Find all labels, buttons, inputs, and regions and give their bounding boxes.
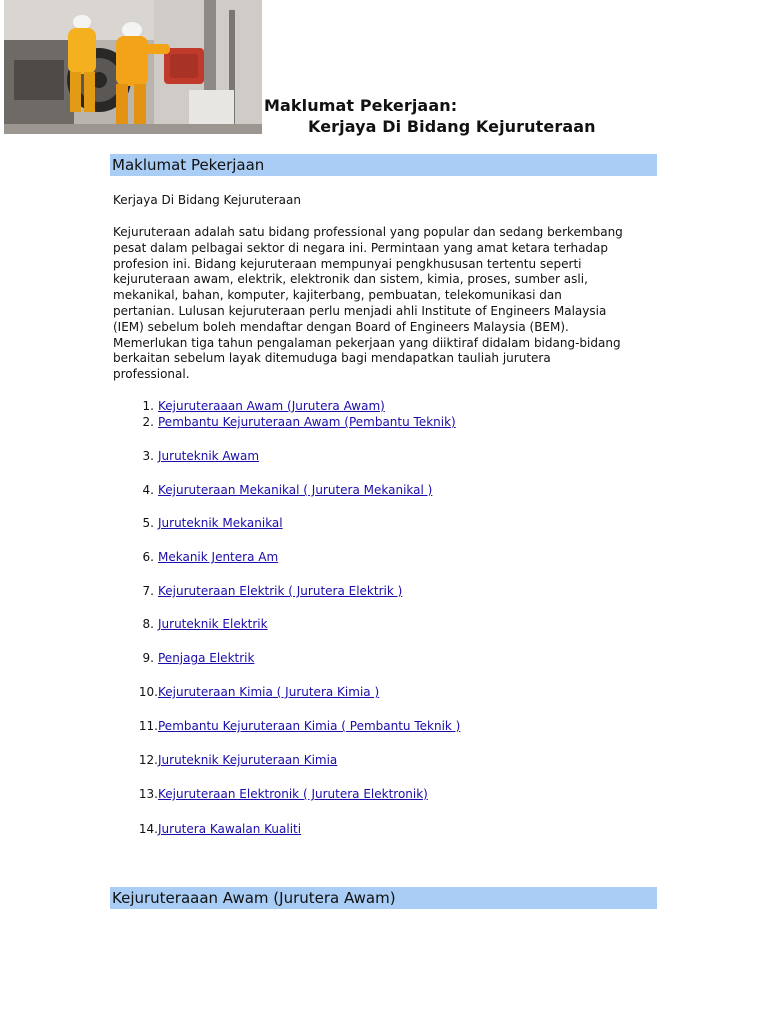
list-number: 11. <box>138 719 158 733</box>
list-item <box>112 685 379 699</box>
list-number: 10. <box>138 685 158 699</box>
job-link-kejuruteraan-awam[interactable]: Kejuruteraaan Awam (Jurutera Awam) <box>158 399 385 413</box>
header-photo <box>4 0 262 134</box>
job-link-penjaga-elektrik[interactable]: Penjaga Elektrik <box>158 651 255 665</box>
list-item <box>112 516 283 530</box>
job-link-pembantu-kejuruteraan-kimia[interactable]: Pembantu Kejuruteraan Kimia ( Pembantu Teknik ) <box>158 719 461 733</box>
list-item <box>112 584 402 598</box>
job-link-kejuruteraan-mekanikal[interactable]: Kejuruteraan Mekanikal ( Jurutera Mekanikal ) <box>158 483 433 497</box>
list-item <box>112 787 428 801</box>
engineers-photo-illustration <box>4 0 262 134</box>
list-number: 5. <box>142 516 154 530</box>
list-item <box>112 550 278 564</box>
list-number: 9. <box>142 651 154 665</box>
job-link-jurutera-kawalan-kualiti[interactable]: Jurutera Kawalan Kualiti <box>158 822 302 836</box>
list-item <box>112 617 268 631</box>
list-item <box>112 651 254 665</box>
list-item <box>112 719 460 733</box>
list-item <box>112 449 259 463</box>
list-item <box>112 399 385 413</box>
list-number: 7. <box>142 584 154 598</box>
list-number: 6. <box>142 550 154 564</box>
page-title-line2: Kerjaya Di Bidang Kejuruteraan <box>308 117 596 136</box>
list-number: 14. <box>138 822 158 836</box>
job-link-juruteknik-awam[interactable]: Juruteknik Awam <box>158 449 260 463</box>
job-link-kejuruteraan-kimia[interactable]: Kejuruteraan Kimia ( Jurutera Kimia ) <box>158 685 380 699</box>
section-subheading: Kerjaya Di Bidang Kejuruteraan <box>113 193 301 207</box>
list-number: 3. <box>142 449 154 463</box>
job-link-kejuruteraan-elektronik[interactable]: Kejuruteraan Elektronik ( Jurutera Elektronik) <box>158 787 428 801</box>
list-item <box>112 415 456 429</box>
intro-paragraph: Kejuruteraan adalah satu bidang professional yang popular dan sedang berkembang pesat dalam pelbagai sektor di negara ini. Permintaan yang amat ketara terhadap profesion ini. Bidang kejuruteraan mempunyai pengkhususan tertentu seperti kejuruteraan awam, elektrik, elektronik dan sistem, kimia, proses, sumber asli, mekanikal, bahan, komputer, kajiterbang, pembuatan, telekomunikasi dan pertanian. Lulusan kejuruteraan perlu menjadi ahli Institute of Engineers Malaysia (IEM) sebelum boleh mendaftar dengan Board of Engineers Malaysia (BEM). Memerlukan tiga tahun pengalaman pekerjaan yang diiktiraf didalam bidang-bidang berkaitan sebelum layak ditemuduga bagi mendapatkan tauliah jurutera professional. <box>113 225 623 382</box>
list-number: 13. <box>138 787 158 801</box>
list-number: 12. <box>138 753 158 767</box>
list-item <box>112 822 301 836</box>
list-number: 2. <box>142 415 154 429</box>
list-number: 8. <box>142 617 154 631</box>
page-title-line1: Maklumat Pekerjaan: <box>264 96 458 115</box>
job-link-juruteknik-elektrik[interactable]: Juruteknik Elektrik <box>158 617 268 631</box>
list-item <box>112 753 337 767</box>
job-link-juruteknik-kejuruteraan-kimia[interactable]: Juruteknik Kejuruteraan Kimia <box>158 753 338 767</box>
job-link-pembantu-kejuruteraan-awam[interactable]: Pembantu Kejuruteraan Awam (Pembantu Teknik) <box>158 415 456 429</box>
list-number: 4. <box>142 483 154 497</box>
section-heading-kejuruteraan-awam: Kejuruteraaan Awam (Jurutera Awam) <box>110 887 657 909</box>
list-item <box>112 483 432 497</box>
job-link-mekanik-jentera-am[interactable]: Mekanik Jentera Am <box>158 550 279 564</box>
job-link-kejuruteraan-elektrik[interactable]: Kejuruteraan Elektrik ( Jurutera Elektrik ) <box>158 584 403 598</box>
job-link-juruteknik-mekanikal[interactable]: Juruteknik Mekanikal <box>158 516 283 530</box>
list-number: 1. <box>142 399 154 413</box>
section-heading-maklumat: Maklumat Pekerjaan <box>110 154 657 176</box>
